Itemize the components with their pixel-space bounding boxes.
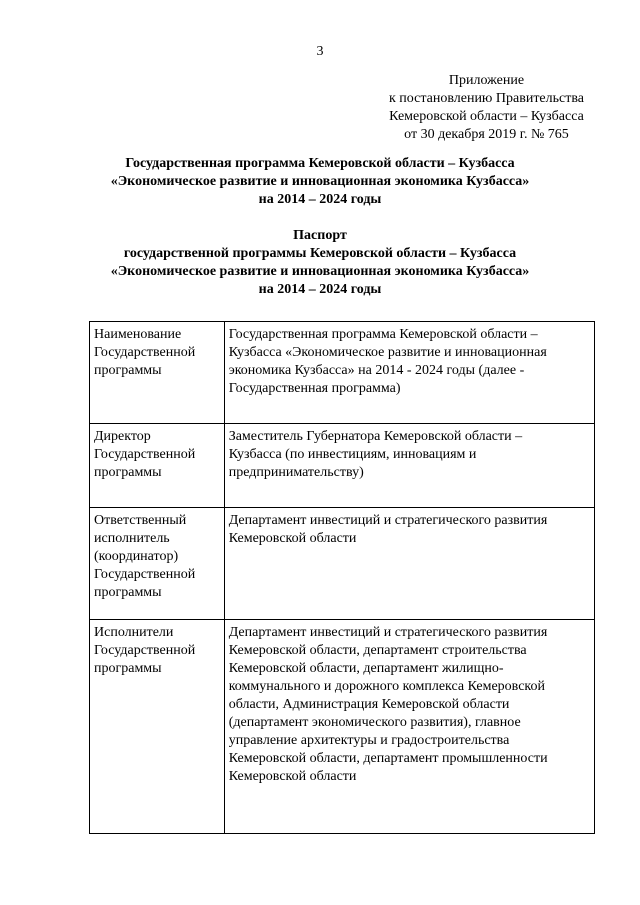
label-line: Директор <box>94 429 151 444</box>
label-line: Исполнители <box>94 625 174 640</box>
value-line: области, Администрация Кемеровской области <box>228 697 510 712</box>
program-title <box>0 155 640 209</box>
label-line: Государственной <box>94 643 196 658</box>
table-row <box>90 620 595 834</box>
value-line: предпринимательству) <box>228 465 364 480</box>
passport-title-line: «Экономическое развитие и инновационная экономика Кузбасса» <box>110 264 530 279</box>
passport-table <box>89 321 595 834</box>
label-line: Государственной <box>94 567 196 582</box>
appendix-note <box>389 72 584 144</box>
passport-title-line: на 2014 – 2024 годы <box>258 282 382 297</box>
label-line: программы <box>94 585 162 600</box>
label-line: программы <box>94 465 162 480</box>
value-line: Кузбасса «Экономическое развитие и инновационная <box>228 345 547 360</box>
value-line: Кузбасса (по инвестициям, инновациям и <box>228 447 477 462</box>
row-label-cell <box>90 620 225 834</box>
label-line: Наименование <box>94 327 182 342</box>
value-line: Кемеровской области, департамент промышленности <box>228 751 548 766</box>
row-value-cell <box>224 322 594 424</box>
value-line: Государственная программа) <box>228 381 401 396</box>
row-value-cell <box>224 508 594 620</box>
appendix-line: от 30 декабря 2019 г. № 765 <box>404 127 569 142</box>
program-title-line: на 2014 – 2024 годы <box>258 192 382 207</box>
label-line: Государственной <box>94 345 196 360</box>
row-label-cell <box>90 322 225 424</box>
value-line: коммунального и дорожного комплекса Кемеровской <box>228 679 546 694</box>
row-label-cell <box>90 508 225 620</box>
label-line: программы <box>94 363 162 378</box>
label-line: программы <box>94 661 162 676</box>
appendix-line: к постановлению Правительства <box>388 91 584 106</box>
row-value-cell <box>224 424 594 508</box>
value-line: Государственная программа Кемеровской области – <box>228 327 538 342</box>
passport-title <box>0 227 640 299</box>
program-title-line: «Экономическое развитие и инновационная экономика Кузбасса» <box>110 174 530 189</box>
passport-title-line: государственной программы Кемеровской области – Кузбасса <box>123 246 517 261</box>
value-line: управление архитектуры и градостроительства <box>228 733 510 748</box>
table-row <box>90 424 595 508</box>
value-line: Заместитель Губернатора Кемеровской области – <box>228 429 523 444</box>
appendix-line: Кемеровской области – Кузбасса <box>389 109 584 124</box>
passport-title-line: Паспорт <box>293 228 347 243</box>
row-label-cell <box>90 424 225 508</box>
table-row <box>90 322 595 424</box>
value-line: экономика Кузбасса» на 2014 - 2024 годы (далее - <box>228 363 525 378</box>
value-line: Департамент инвестиций и стратегического развития <box>228 513 548 528</box>
program-title-line: Государственная программа Кемеровской области – Кузбасса <box>125 156 515 171</box>
value-line: Кемеровской области <box>228 531 357 546</box>
row-value-cell <box>224 620 594 834</box>
table-row <box>90 508 595 620</box>
appendix-line: Приложение <box>448 73 525 88</box>
label-line: (координатор) <box>94 549 179 564</box>
page-number: 3 <box>316 44 324 59</box>
label-line: Ответственный <box>94 513 187 528</box>
value-line: Кемеровской области, департамент жилищно- <box>228 661 504 676</box>
value-line: Кемеровской области, департамент строительства <box>228 643 527 658</box>
value-line: (департамент экономического развития), главное <box>228 715 521 730</box>
value-line: Кемеровской области <box>228 769 357 784</box>
label-line: исполнитель <box>94 531 170 546</box>
value-line: Департамент инвестиций и стратегического развития <box>228 625 548 640</box>
label-line: Государственной <box>94 447 196 462</box>
